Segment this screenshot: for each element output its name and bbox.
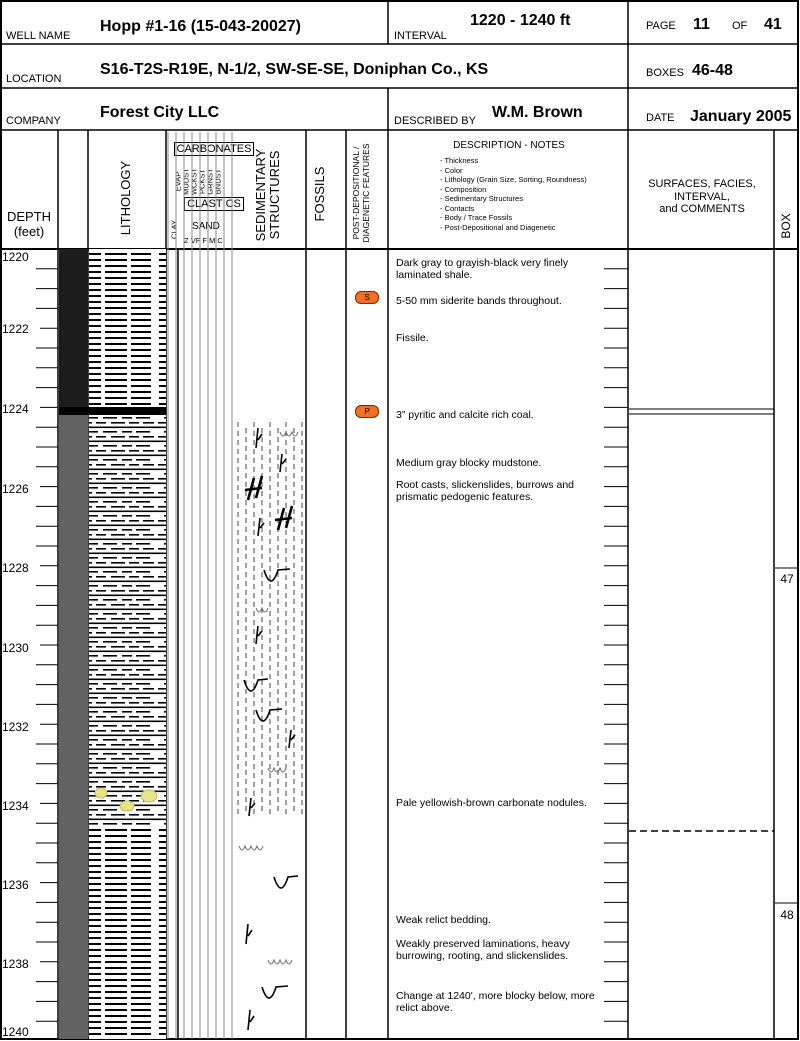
description-header-title: DESCRIPTION - NOTES — [453, 140, 565, 151]
desc-item-fossils: - Body / Trace Fossils — [440, 213, 513, 222]
root-trace — [256, 626, 262, 644]
grain-m: M — [209, 236, 216, 245]
description-entry: Dark gray to grayish-black very finely laminated shale. — [396, 256, 569, 281]
root-trace — [256, 428, 262, 448]
depth-label-1220: 1220 — [2, 250, 29, 264]
depth-label-1226: 1226 — [2, 482, 29, 496]
pedogenic-cup — [239, 846, 263, 850]
carbonate-mudst: MUDST — [181, 168, 191, 195]
description-ticks — [604, 269, 628, 1021]
desc-item-composition: - Composition — [440, 184, 487, 194]
description-entry: 5-50 mm siderite bands throughout. — [396, 294, 562, 307]
boxes-label: BOXES — [646, 67, 684, 79]
described-by-label: DESCRIBED BY — [394, 115, 476, 127]
depth-label-1236: 1236 — [2, 878, 29, 892]
root-trace — [248, 1010, 254, 1030]
boxes-value: 46-48 — [692, 62, 733, 79]
shale-lithology — [89, 249, 166, 407]
total-pages: 41 — [764, 16, 782, 33]
desc-item-diagenetic: - Post-Depositional and Diagenetic — [440, 222, 556, 232]
burrow-symbols — [244, 569, 298, 998]
date-label: DATE — [646, 112, 675, 124]
depth-label-1230: 1230 — [2, 641, 29, 655]
root-trace — [246, 924, 252, 944]
depth-unit-text: (feet) — [13, 224, 45, 239]
depth-header-text: DEPTH — [6, 209, 52, 224]
post-dep-line2: DIAGENETIC FEATURES — [361, 143, 371, 243]
well-name-label: WELL NAME — [6, 30, 71, 42]
page-number: 11 — [693, 16, 710, 33]
coal-bed — [59, 407, 166, 415]
grain-z: Z — [184, 236, 189, 245]
lithology-column-header: LITHOLOGY — [118, 160, 133, 236]
company-label: COMPANY — [6, 115, 61, 127]
surfaces-line1: SURFACES, FACIES, — [648, 178, 756, 190]
desc-item-sed-structures: - Sedimentary Structures — [440, 194, 523, 203]
interval-value: 1220 - 1240 ft — [470, 12, 571, 29]
depth-label-1228: 1228 — [2, 561, 29, 575]
box-header: BOX — [779, 213, 793, 239]
described-by-value: W.M. Brown — [492, 104, 583, 121]
mudstone-color-strip — [59, 415, 88, 1039]
desc-item-contacts: - Contacts — [440, 203, 475, 213]
interval-label: INTERVAL — [394, 30, 447, 42]
location-value: S16-T2S-R19E, N-1/2, SW-SE-SE, Doniphan Co., KS — [100, 61, 489, 78]
page-label: PAGE — [646, 20, 676, 32]
sed-struct-line2: STRUCTURES — [267, 150, 282, 240]
fossils-header: FOSSILS — [312, 166, 327, 222]
depth-label-1240: 1240 — [2, 1025, 29, 1039]
post-dep-line1: POST-DEPOSITIONAL / — [351, 146, 361, 240]
depth-ticks — [36, 269, 58, 1021]
surfaces-line3: and COMMENTS — [659, 203, 745, 215]
box-label-47: 47 — [780, 571, 794, 586]
carbonate-evap: EVAP — [173, 171, 183, 192]
sed-struct-line1: SEDIMENTARY — [253, 148, 268, 242]
depth-label-1234: 1234 — [2, 799, 29, 813]
location-label: LOCATION — [6, 73, 62, 85]
depth-label-1232: 1232 — [2, 720, 29, 734]
shale-color-strip — [59, 249, 88, 407]
clay-label: CLAY — [169, 219, 179, 240]
pedogenic-cup — [280, 432, 298, 436]
depth-label-1238: 1238 — [2, 957, 29, 971]
description-entry: Fissile. — [396, 332, 429, 345]
grain-vf: VF — [190, 236, 201, 245]
relict-laminated-lithology — [89, 825, 166, 1039]
desc-item-color: - Color — [440, 165, 463, 175]
desc-item-lithology: - Lithology (Grain Size, Sorting, Roundness) — [440, 175, 587, 184]
surfaces-line2: INTERVAL, — [674, 190, 730, 203]
mudstone-lithology — [89, 415, 166, 825]
company-value: Forest City LLC — [100, 104, 220, 121]
siderite-badge: S — [355, 291, 379, 304]
depth-label-1224: 1224 — [2, 402, 29, 416]
description-entry: Root casts, slickenslides, burrows and prismatic pedogenic features. — [396, 478, 574, 503]
description-entry: Medium gray blocky mudstone. — [396, 456, 542, 469]
description-entry: Weak relict bedding. — [396, 914, 491, 927]
description-entry: Weakly preserved laminations, heavy burrowing, rooting, and slickenslides. — [396, 938, 570, 963]
slickenside-symbols — [245, 476, 292, 530]
pyrite-badge: P — [355, 405, 379, 418]
desc-item-thickness: - Thickness — [440, 156, 479, 165]
depth-label-1222: 1222 — [2, 322, 29, 336]
description-entry: Change at 1240', more blocky below, more relict above. — [396, 989, 595, 1014]
root-trace — [280, 454, 286, 472]
well-name-value: Hopp #1-16 (15-043-20027) — [100, 18, 301, 35]
of-label: OF — [732, 20, 748, 32]
description-entry: 3” pyritic and calcite rich coal. — [396, 409, 534, 422]
carbonate-pckst: PCKST — [197, 169, 207, 195]
box-label-48: 48 — [780, 908, 794, 923]
description-entry: Pale yellowish-brown carbonate nodules. — [396, 797, 587, 810]
carbonate-grnst: GRNST — [205, 168, 215, 195]
grain-c: C — [217, 236, 223, 245]
burrow — [244, 679, 268, 691]
pedogenic-cup — [268, 768, 286, 772]
carbonate-bndst: BNDST — [213, 168, 223, 195]
carbonate-wckst: WCKST — [189, 167, 199, 196]
root-trace — [258, 518, 264, 536]
blocky-structure-pattern — [238, 422, 302, 815]
carbonates-label: CARBONATES — [174, 142, 255, 156]
carbonate-nodule-3 — [141, 790, 157, 802]
burrow — [262, 986, 288, 998]
sand-label: SAND — [192, 221, 220, 232]
date-value: January 2005 — [690, 108, 792, 125]
pedogenic-cup — [268, 960, 292, 964]
clastics-label: CLASTICS — [184, 197, 244, 211]
carbonate-nodule-1 — [95, 788, 107, 798]
burrow — [274, 876, 298, 888]
grain-f: F — [202, 236, 207, 245]
carbonate-nodule-2 — [120, 801, 134, 811]
